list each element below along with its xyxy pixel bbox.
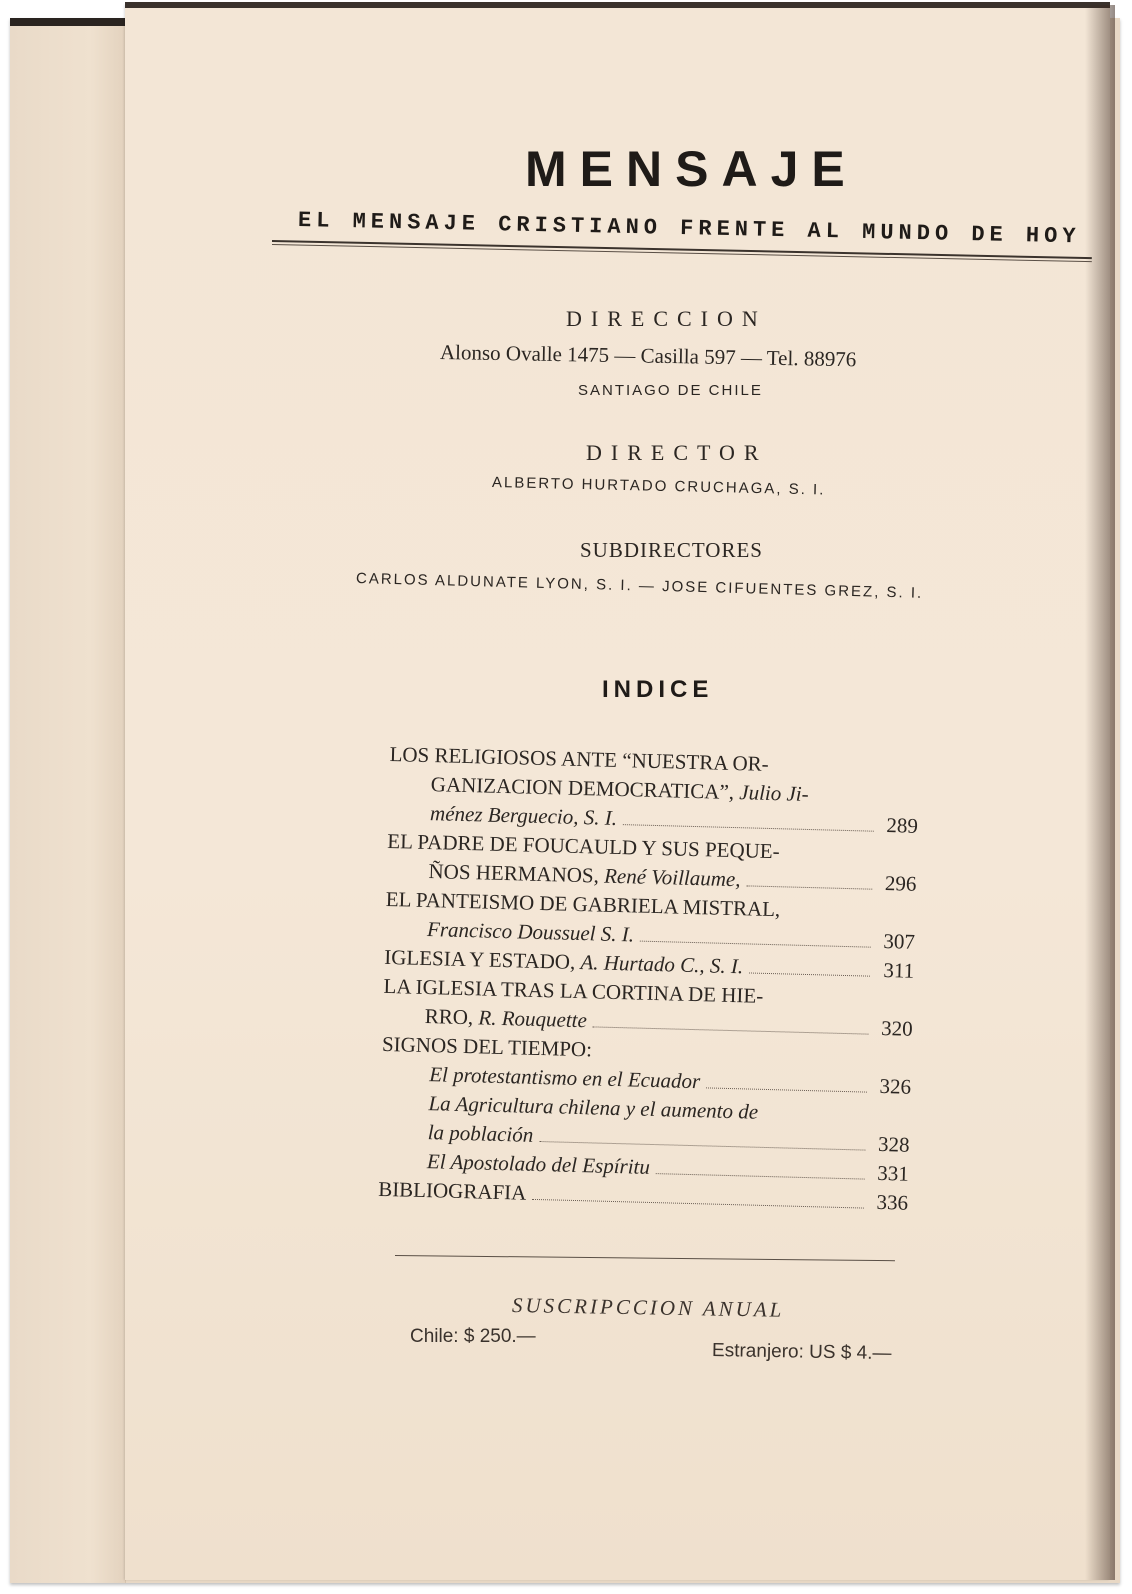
toc-entry-title: El Apostolado del Espíritu [426, 1149, 651, 1179]
toc-page-number: 296 [884, 871, 917, 896]
leader-dots [749, 972, 870, 976]
leader-dots [539, 1141, 865, 1151]
toc-page-number: 311 [883, 957, 915, 983]
direccion-label: DIRECCION [566, 306, 767, 331]
indice-title: INDICE [602, 676, 714, 703]
subdirectores-label: SUBDIRECTORES [580, 538, 763, 562]
toc-page-number: 331 [877, 1160, 910, 1186]
leader-dots [623, 824, 874, 832]
masthead-tagline: EL MENSAJE CRISTIANO FRENTE AL MUNDO DE HOY [297, 208, 1081, 250]
leader-dots [593, 1026, 869, 1034]
toc-page-number: 326 [879, 1073, 912, 1099]
toc-page-number: 336 [876, 1189, 909, 1215]
leader-dots [532, 1199, 864, 1209]
page-edge-shadow [1085, 5, 1115, 1580]
subscription-price-chile: Chile: $ 250.— [410, 1326, 536, 1347]
toc-entry-title: EL PANTEISMO DE GABRIELA MISTRAL, [385, 886, 781, 922]
toc-entry-title: La Agricultura chilena y el aumento de [428, 1091, 759, 1124]
table-of-contents [378, 740, 920, 1218]
director-label: DIRECTOR [586, 440, 768, 465]
toc-entry-author: Julio Ji- [739, 780, 809, 806]
subdirectores-names: CARLOS ALDUNATE LYON, S. I. — JOSE CIFUENTES GREZ, S. I. [355, 570, 924, 602]
toc-entry-title: BIBLIOGRAFIA [377, 1176, 527, 1205]
toc-section-heading-text: SIGNOS DEL TIEMPO: [381, 1031, 593, 1062]
toc-entry-author: Francisco Doussuel S. I. [426, 917, 635, 947]
leader-dots [746, 885, 872, 889]
toc-page-number: 307 [883, 928, 916, 954]
toc-page-number: 320 [880, 1015, 913, 1041]
toc-entry-title-main: RRO, [424, 1004, 479, 1030]
toc-entry-author: ménez Berguecio, S. I. [429, 801, 618, 830]
toc-entry-title-part [424, 1002, 587, 1035]
masthead-title: MENSAJE [525, 141, 858, 197]
leader-dots [656, 1173, 865, 1179]
toc-page-number: 328 [877, 1131, 910, 1157]
toc-entry-title: LOS RELIGIOSOS ANTE “NUESTRA OR- [389, 741, 769, 776]
toc-entry-author: A. Hurtado C., S. I. [580, 950, 744, 979]
toc-entry-author: René Voillaume, [603, 863, 741, 892]
cover-spine [10, 18, 126, 1583]
direccion-address: Alonso Ovalle 1475 — Casilla 597 — Tel. 88976 [439, 340, 857, 372]
toc-entry-title: LA IGLESIA TRAS LA CORTINA DE HIE- [383, 973, 764, 1008]
page-top-edge [125, 2, 1110, 8]
toc-entry-title-cont: la población [427, 1120, 534, 1147]
toc-entry-title-main: ÑOS HERMANOS, [428, 859, 605, 888]
toc-entry-title: El protestantismo en el Ecuador [428, 1062, 701, 1094]
toc-entry-title-part: GANIZACION DEMOCRATICA”, [430, 772, 740, 805]
toc-entry-title-main: IGLESIA Y ESTADO, [384, 944, 581, 975]
cover-top-edge [10, 18, 125, 26]
direccion-city: SANTIAGO DE CHILE [578, 382, 763, 399]
toc-entry [388, 740, 920, 841]
toc-entry-title: EL PADRE DE FOUCAULD Y SUS PEQUE- [387, 828, 780, 864]
leader-dots [640, 941, 871, 948]
toc-entry-author: R. Rouquette [478, 1005, 588, 1033]
director-name: ALBERTO HURTADO CRUCHAGA, S. I. [491, 474, 826, 499]
toc-page-number: 289 [886, 813, 919, 838]
subscription-price-abroad: Estranjero: US $ 4.— [711, 1340, 892, 1365]
leader-dots [706, 1087, 867, 1092]
subscription-title: SUSCRIPCCION ANUAL [511, 1293, 785, 1322]
